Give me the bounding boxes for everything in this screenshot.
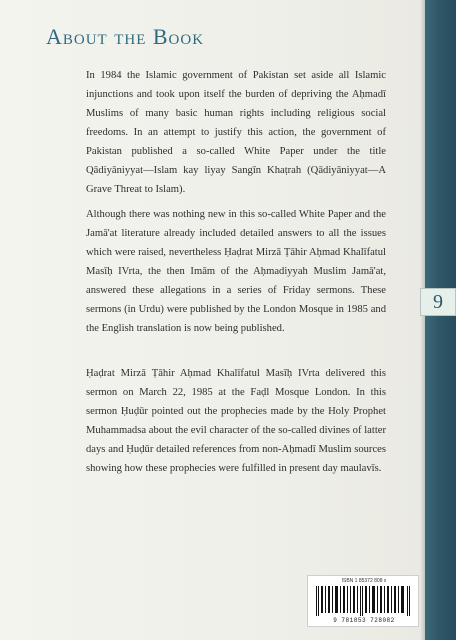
page-title: About the Book [46, 24, 205, 49]
barcode [307, 575, 419, 627]
paragraph-1 [86, 66, 386, 199]
barcode-number: 9 781853 728082 [333, 617, 395, 624]
paragraph-2 [86, 205, 386, 338]
book-spine [425, 0, 456, 640]
barcode-bars [316, 586, 412, 616]
paragraph-3 [86, 364, 386, 478]
paragraph-3-text: Ḥaḍrat Mirzā Ṭāhir Aḥmad Khalīfatul Masīḥ IVrta delivered this sermon on March 22, 1985 at the Faḍl Mosque London. In this sermon Ḥuḍūr pointed out the prophecies made by the Holy Prophet Muhammadsa about the evil character of the so-called divines of latter days and Ḥuḍūr detailed references from non-Aḥmadī Muslim sources showing how these prophecies were fulfilled in present day maulavīs. [86, 368, 386, 474]
page-tab: 9 [420, 288, 456, 316]
paragraph-1-text: In 1984 the Islamic government of Pakistan set aside all Islamic injunctions and took upon itself the burden of depriving the Aḥmadī Muslims of many basic human rights including religious social freedoms. In an attempt to justify this action, the government of Pakistan published a so-called White Paper under the title Qādiyāniyyat—Islam kay liyay Sangīn Khaṭrah (Qādiyāniyyat—A Grave Threat to Islam). [86, 70, 386, 195]
paragraph-2-text: Although there was nothing new in this so-called White Paper and the Jamā'at literature already included detailed answers to all the issues which were raised, nevertheless Ḥaḍrat Mirzā Ṭāhir Aḥmad Khalīfatul Masīḥ IVrta, the then Imām of the Aḥmadiyyah Muslim Jamā'at, answered these allegations in a series of Friday sermons. These sermons (in Urdu) were published by the London Mosque in 1985 and the English translation is now being published. [86, 209, 386, 334]
isbn-label: ISBN 1 85372 808 x [341, 578, 387, 584]
